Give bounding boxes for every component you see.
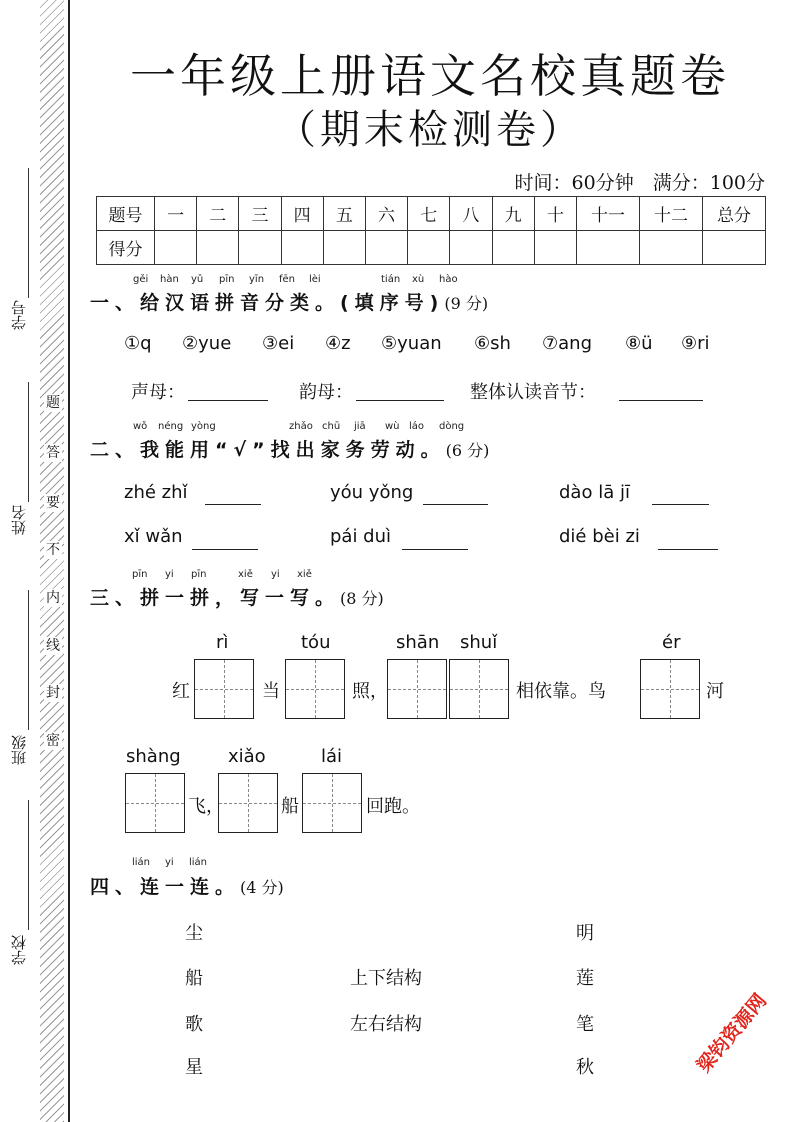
sentence-text: 照， bbox=[352, 681, 388, 702]
score-cell[interactable] bbox=[197, 231, 239, 265]
score-cell[interactable] bbox=[365, 231, 407, 265]
pinyin-annotation: láo bbox=[409, 421, 425, 432]
check-blank[interactable] bbox=[658, 548, 718, 550]
section-3-heading bbox=[90, 583, 384, 610]
seal-char: 答 bbox=[46, 445, 60, 461]
check-blank[interactable] bbox=[652, 503, 709, 505]
pinyin-annotation: jiā bbox=[354, 421, 366, 432]
check-blank[interactable] bbox=[205, 503, 261, 505]
pinyin-annotation: hào bbox=[439, 274, 458, 285]
initials-answer-field[interactable] bbox=[188, 399, 268, 401]
pinyin-word: yóu yǒng bbox=[330, 482, 414, 503]
box-pinyin: tóu bbox=[301, 632, 331, 653]
match-left-char[interactable]: 尘 bbox=[185, 923, 203, 944]
score-cell[interactable] bbox=[408, 231, 450, 265]
score-header-cell: 三 bbox=[239, 197, 281, 231]
score-header-cell: 四 bbox=[281, 197, 323, 231]
sentence-text: 当 bbox=[262, 681, 280, 702]
initials-label: 声母： bbox=[131, 382, 185, 403]
finals-answer-field[interactable] bbox=[356, 399, 444, 401]
score-header-cell: 五 bbox=[323, 197, 365, 231]
score-header-cell: 十一 bbox=[577, 197, 640, 231]
pinyin-annotation: wù bbox=[385, 421, 400, 432]
sentence-text: 船 bbox=[281, 796, 299, 817]
box-pinyin: shuǐ bbox=[460, 632, 498, 653]
match-right-char[interactable]: 莲 bbox=[576, 968, 594, 989]
pinyin-option: ④z bbox=[325, 333, 351, 354]
pinyin-annotation: yi bbox=[165, 569, 174, 580]
score-cell[interactable] bbox=[534, 231, 576, 265]
pinyin-annotation: xù bbox=[412, 274, 425, 285]
pinyin-annotation: pīn bbox=[132, 569, 148, 580]
box-pinyin: xiǎo bbox=[228, 746, 266, 767]
box-pinyin: rì bbox=[216, 632, 229, 653]
pinyin-annotation: yǔ bbox=[191, 274, 204, 285]
pinyin-annotation: zhǎo bbox=[289, 421, 313, 432]
section-1-title: 一、给汉语拼音分类。(填序号) bbox=[90, 292, 445, 314]
score-cell[interactable] bbox=[640, 231, 703, 265]
box-pinyin: lái bbox=[321, 746, 343, 767]
pinyin-option: ①q bbox=[124, 333, 152, 354]
pinyin-word: pái duì bbox=[330, 526, 392, 547]
pinyin-annotation: pīn bbox=[219, 274, 235, 285]
seal-char: 不 bbox=[46, 542, 60, 558]
score-cell[interactable] bbox=[323, 231, 365, 265]
score-cell[interactable] bbox=[577, 231, 640, 265]
box-pinyin: ér bbox=[662, 632, 681, 653]
page-subtitle: （期末检测卷） bbox=[276, 107, 584, 153]
check-blank[interactable] bbox=[192, 548, 258, 550]
pinyin-annotation: néng bbox=[158, 421, 184, 432]
score-header-cell: 十 bbox=[534, 197, 576, 231]
pinyin-option: ⑧ü bbox=[625, 333, 653, 354]
pinyin-word: dié bèi zi bbox=[559, 526, 640, 547]
check-blank[interactable] bbox=[423, 503, 488, 505]
score-header-cell: 六 bbox=[365, 197, 407, 231]
match-left-char[interactable]: 星 bbox=[185, 1057, 203, 1078]
pinyin-word: dào lā jī bbox=[559, 482, 630, 503]
class-line bbox=[28, 590, 29, 730]
match-structure[interactable]: 左右结构 bbox=[350, 1014, 422, 1035]
score-cell[interactable] bbox=[281, 231, 323, 265]
section-4-points: (4 分) bbox=[240, 878, 284, 897]
score-header-row bbox=[97, 197, 766, 231]
score-header-cell: 二 bbox=[197, 197, 239, 231]
pinyin-annotation: lèi bbox=[309, 274, 321, 285]
pinyin-annotation: lián bbox=[132, 857, 151, 868]
score-row-label: 得分 bbox=[97, 231, 155, 265]
sentence-text: 飞， bbox=[188, 796, 224, 817]
score-cell[interactable] bbox=[703, 231, 766, 265]
name-label: 姓名 bbox=[10, 505, 28, 535]
school-line bbox=[28, 800, 29, 930]
pinyin-annotation: hàn bbox=[160, 274, 179, 285]
pinyin-option: ⑤yuan bbox=[381, 333, 442, 354]
match-right-char[interactable]: 明 bbox=[576, 923, 594, 944]
match-right-char[interactable]: 秋 bbox=[576, 1057, 594, 1078]
writing-box[interactable] bbox=[285, 659, 345, 719]
pinyin-annotation: yīn bbox=[249, 274, 265, 285]
writing-box[interactable] bbox=[387, 659, 447, 719]
pinyin-annotation: tián bbox=[381, 274, 401, 285]
writing-box[interactable] bbox=[640, 659, 700, 719]
pinyin-option: ②yue bbox=[182, 333, 232, 354]
sentence-text: 红 bbox=[172, 681, 190, 702]
writing-box[interactable] bbox=[302, 773, 362, 833]
student-no-label: 学号 bbox=[10, 300, 28, 330]
score-table bbox=[96, 196, 766, 265]
score-header-cell: 十二 bbox=[640, 197, 703, 231]
score-header-cell: 一 bbox=[155, 197, 197, 231]
pinyin-annotation: yi bbox=[165, 857, 174, 868]
student-no-line bbox=[28, 168, 29, 298]
pinyin-annotation: pīn bbox=[191, 569, 207, 580]
binding-line bbox=[68, 0, 70, 1122]
exam-meta: 时间：60分钟 满分：100分 bbox=[514, 172, 765, 194]
seal-char: 密 bbox=[46, 733, 60, 749]
name-line bbox=[28, 382, 29, 502]
check-blank[interactable] bbox=[402, 548, 468, 550]
section-2-points: (6 分) bbox=[445, 441, 490, 460]
pinyin-option: ③ei bbox=[262, 333, 295, 354]
match-left-char[interactable]: 歌 bbox=[185, 1014, 203, 1035]
school-label: 学校 bbox=[10, 935, 28, 965]
score-header-cell: 九 bbox=[492, 197, 534, 231]
seal-char: 内 bbox=[46, 590, 60, 606]
score-cell[interactable] bbox=[239, 231, 281, 265]
pinyin-annotation: fēn bbox=[279, 274, 296, 285]
pinyin-annotation: dòng bbox=[439, 421, 465, 432]
score-value-row bbox=[97, 231, 766, 265]
binding-hatch bbox=[40, 0, 64, 1122]
page-title: 一年级上册语文名校真题卷 bbox=[130, 49, 730, 103]
writing-box[interactable] bbox=[194, 659, 254, 719]
seal-char: 封 bbox=[46, 685, 60, 701]
score-header-cell: 总分 bbox=[703, 197, 766, 231]
writing-box[interactable] bbox=[449, 659, 509, 719]
class-label: 班级 bbox=[10, 735, 28, 765]
pinyin-annotation: chū bbox=[322, 421, 341, 432]
score-cell[interactable] bbox=[450, 231, 492, 265]
sentence-text: 河 bbox=[706, 681, 724, 702]
finals-label: 韵母： bbox=[299, 382, 353, 403]
seal-char: 要 bbox=[46, 495, 60, 511]
pinyin-word: xǐ wǎn bbox=[124, 526, 183, 547]
pinyin-option: ⑨ri bbox=[681, 333, 710, 354]
seal-char: 题 bbox=[46, 395, 60, 411]
pinyin-annotation: xiě bbox=[297, 569, 312, 580]
writing-box[interactable] bbox=[218, 773, 278, 833]
score-cell[interactable] bbox=[155, 231, 197, 265]
box-pinyin: shān bbox=[396, 632, 440, 653]
section-2-heading bbox=[90, 435, 489, 462]
box-pinyin: shàng bbox=[126, 746, 181, 767]
whole-syllables-label: 整体认读音节： bbox=[470, 382, 596, 403]
pinyin-annotation: lián bbox=[189, 857, 208, 868]
sentence-text: 相依靠。鸟 bbox=[516, 681, 606, 702]
writing-box[interactable] bbox=[125, 773, 185, 833]
section-3-title: 三、拼一拼，写一写。 bbox=[90, 587, 341, 609]
score-header-cell: 七 bbox=[408, 197, 450, 231]
score-header-cell: 题号 bbox=[97, 197, 155, 231]
section-4-heading bbox=[90, 872, 284, 899]
score-header-cell: 八 bbox=[450, 197, 492, 231]
pinyin-annotation: yòng bbox=[191, 421, 216, 432]
pinyin-annotation: wǒ bbox=[133, 421, 148, 432]
match-left-char[interactable]: 船 bbox=[185, 968, 203, 989]
section-4-title: 四、连一连。 bbox=[90, 876, 241, 898]
watermark: 梁钧资源网 bbox=[693, 989, 771, 1077]
section-1-points: (9 分) bbox=[444, 294, 489, 313]
seal-char: 线 bbox=[46, 638, 60, 654]
section-2-title: 二、我能用“√”找出家务劳动。 bbox=[90, 439, 446, 461]
whole-syllables-answer-field[interactable] bbox=[619, 399, 703, 401]
score-cell[interactable] bbox=[492, 231, 534, 265]
pinyin-annotation: xiě bbox=[238, 569, 253, 580]
pinyin-option: ⑦ang bbox=[542, 333, 593, 354]
pinyin-annotation: yi bbox=[271, 569, 280, 580]
match-right-char[interactable]: 笔 bbox=[576, 1014, 594, 1035]
section-3-points: (8 分) bbox=[340, 589, 384, 608]
pinyin-annotation: gěi bbox=[133, 274, 149, 285]
pinyin-word: zhé zhǐ bbox=[124, 482, 188, 503]
pinyin-option: ⑥sh bbox=[474, 333, 511, 354]
match-structure[interactable]: 上下结构 bbox=[350, 968, 422, 989]
sentence-text: 回跑。 bbox=[366, 796, 420, 817]
section-1-heading bbox=[90, 288, 488, 315]
